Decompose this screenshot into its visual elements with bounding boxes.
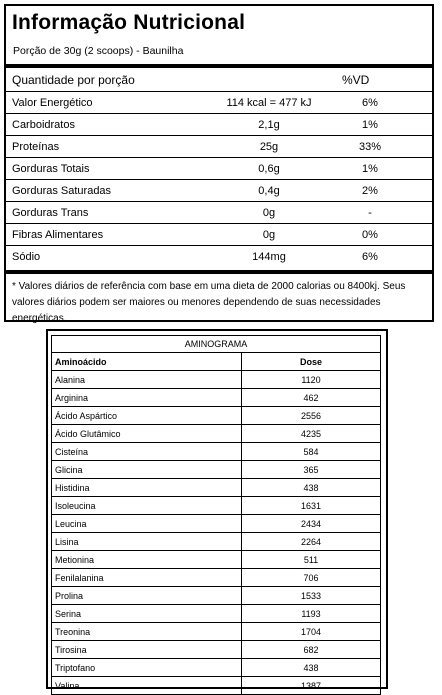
- portion-size: Porção de 30g (2 scoops) - Baunilha: [13, 45, 184, 57]
- table-row: [52, 551, 381, 569]
- nutrition-row: [6, 223, 432, 245]
- aminoacid-dose: 438: [242, 659, 381, 677]
- aminoacid-dose: 682: [242, 641, 381, 659]
- table-row: [52, 515, 381, 533]
- nutrition-header-row: [6, 69, 432, 91]
- table-row: [52, 497, 381, 515]
- nutrition-row: [6, 245, 432, 267]
- nutrient-vd: 0%: [362, 229, 378, 241]
- nutrient-vd: -: [368, 207, 372, 219]
- nutrition-row: [6, 91, 432, 113]
- nutrient-vd: 1%: [362, 163, 378, 175]
- nutrient-amount: 144mg: [252, 251, 286, 263]
- aminograma-table: [51, 335, 381, 695]
- nutrition-title: Informação Nutricional: [12, 11, 246, 34]
- table-row: [52, 461, 381, 479]
- nutrient-amount: 0g: [262, 229, 276, 241]
- aminoacid-name: Prolina: [52, 587, 242, 605]
- aminoacid-name: Glicina: [52, 461, 242, 479]
- table-row: [52, 587, 381, 605]
- nutrient-name: Gorduras Trans: [12, 207, 89, 219]
- aminoacid-dose: 1533: [242, 587, 381, 605]
- aminoacid-name: Arginina: [52, 389, 242, 407]
- nutrient-amount: 0,6g: [258, 163, 280, 175]
- nutrient-name: Gorduras Totais: [12, 163, 90, 175]
- table-row: [52, 569, 381, 587]
- aminograma-header-row: [52, 353, 381, 371]
- nutrient-name: Fibras Alimentares: [12, 229, 104, 241]
- table-row: [52, 623, 381, 641]
- nutrition-row: [6, 113, 432, 135]
- daily-value-footnote: * Valores diários de referência com base em uma dieta de 2000 calorias ou 8400kj. Seus valores diários podem ser maiores ou menores dependendo de suas necessidades energéticas.: [12, 281, 406, 324]
- aminoacid-name: Metionina: [52, 551, 242, 569]
- header-vd-label: %VD: [342, 73, 370, 87]
- aminoacid-dose: 1704: [242, 623, 381, 641]
- aminoacid-name: Leucina: [52, 515, 242, 533]
- aminoacid-dose: 511: [242, 551, 381, 569]
- aminoacid-dose: 706: [242, 569, 381, 587]
- aminoacid-name: Ácido Glutâmico: [52, 425, 242, 443]
- table-row: [52, 407, 381, 425]
- nutrient-amount: 2,1g: [258, 119, 280, 131]
- nutrient-name: Proteínas: [12, 141, 60, 153]
- table-row: [52, 605, 381, 623]
- table-row: [52, 479, 381, 497]
- nutrient-amount: 114 kcal = 477 kJ: [226, 97, 312, 109]
- table-row: [52, 677, 381, 695]
- aminoacid-dose: 1120: [242, 371, 381, 389]
- nutrient-amount: 0,4g: [258, 185, 280, 197]
- aminoacid-name: Tirosina: [52, 641, 242, 659]
- nutrient-vd: 6%: [362, 97, 378, 109]
- nutrient-vd: 1%: [362, 119, 378, 131]
- aminoacid-dose: 365: [242, 461, 381, 479]
- nutrient-name: Sódio: [12, 251, 41, 263]
- nutrient-vd: 6%: [362, 251, 378, 263]
- column-header-dose: Dose: [242, 353, 381, 371]
- nutrition-row: [6, 135, 432, 157]
- nutrition-facts-panel: [4, 4, 434, 322]
- aminoacid-name: Valina: [52, 677, 242, 695]
- aminoacid-dose: 1387: [242, 677, 381, 695]
- nutrition-row: [6, 179, 432, 201]
- table-row: [52, 659, 381, 677]
- table-row: [52, 425, 381, 443]
- nutrition-row: [6, 201, 432, 223]
- aminoacid-name: Cisteína: [52, 443, 242, 461]
- aminoacid-dose: 2264: [242, 533, 381, 551]
- aminoacid-name: Histidina: [52, 479, 242, 497]
- aminoacid-name: Triptofano: [52, 659, 242, 677]
- aminoacid-name: Serina: [52, 605, 242, 623]
- table-row: [52, 389, 381, 407]
- header-divider: [6, 64, 432, 68]
- aminoacid-name: Lisina: [52, 533, 242, 551]
- aminoacid-dose: 2556: [242, 407, 381, 425]
- aminograma-title: AMINOGRAMA: [52, 336, 381, 353]
- nutrition-row: [6, 157, 432, 179]
- table-row: [52, 371, 381, 389]
- table-row: [52, 641, 381, 659]
- aminoacid-dose: 4235: [242, 425, 381, 443]
- aminoacid-dose: 584: [242, 443, 381, 461]
- aminoacid-dose: 1193: [242, 605, 381, 623]
- aminoacid-name: Treonina: [52, 623, 242, 641]
- aminoacid-dose: 438: [242, 479, 381, 497]
- table-row: [52, 443, 381, 461]
- column-header-aminoacid: Aminoácido: [52, 353, 242, 371]
- header-quantity-label: Quantidade por porção: [12, 73, 135, 87]
- table-row: [52, 533, 381, 551]
- nutrient-amount: 25g: [259, 141, 279, 153]
- footer-divider: [6, 270, 432, 274]
- aminoacid-name: Fenilalanina: [52, 569, 242, 587]
- aminoacid-name: Isoleucina: [52, 497, 242, 515]
- nutrient-amount: 0g: [262, 207, 276, 219]
- aminoacid-dose: 462: [242, 389, 381, 407]
- nutrient-name: Carboidratos: [12, 119, 75, 131]
- nutrient-vd: 33%: [358, 141, 382, 153]
- aminoacid-name: Ácido Aspártico: [52, 407, 242, 425]
- nutrient-name: Valor Energético: [12, 97, 93, 109]
- nutrient-vd: 2%: [362, 185, 378, 197]
- aminoacid-dose: 2434: [242, 515, 381, 533]
- aminoacid-name: Alanina: [52, 371, 242, 389]
- nutrient-name: Gorduras Saturadas: [12, 185, 112, 197]
- aminoacid-dose: 1631: [242, 497, 381, 515]
- aminograma-panel: [46, 329, 388, 689]
